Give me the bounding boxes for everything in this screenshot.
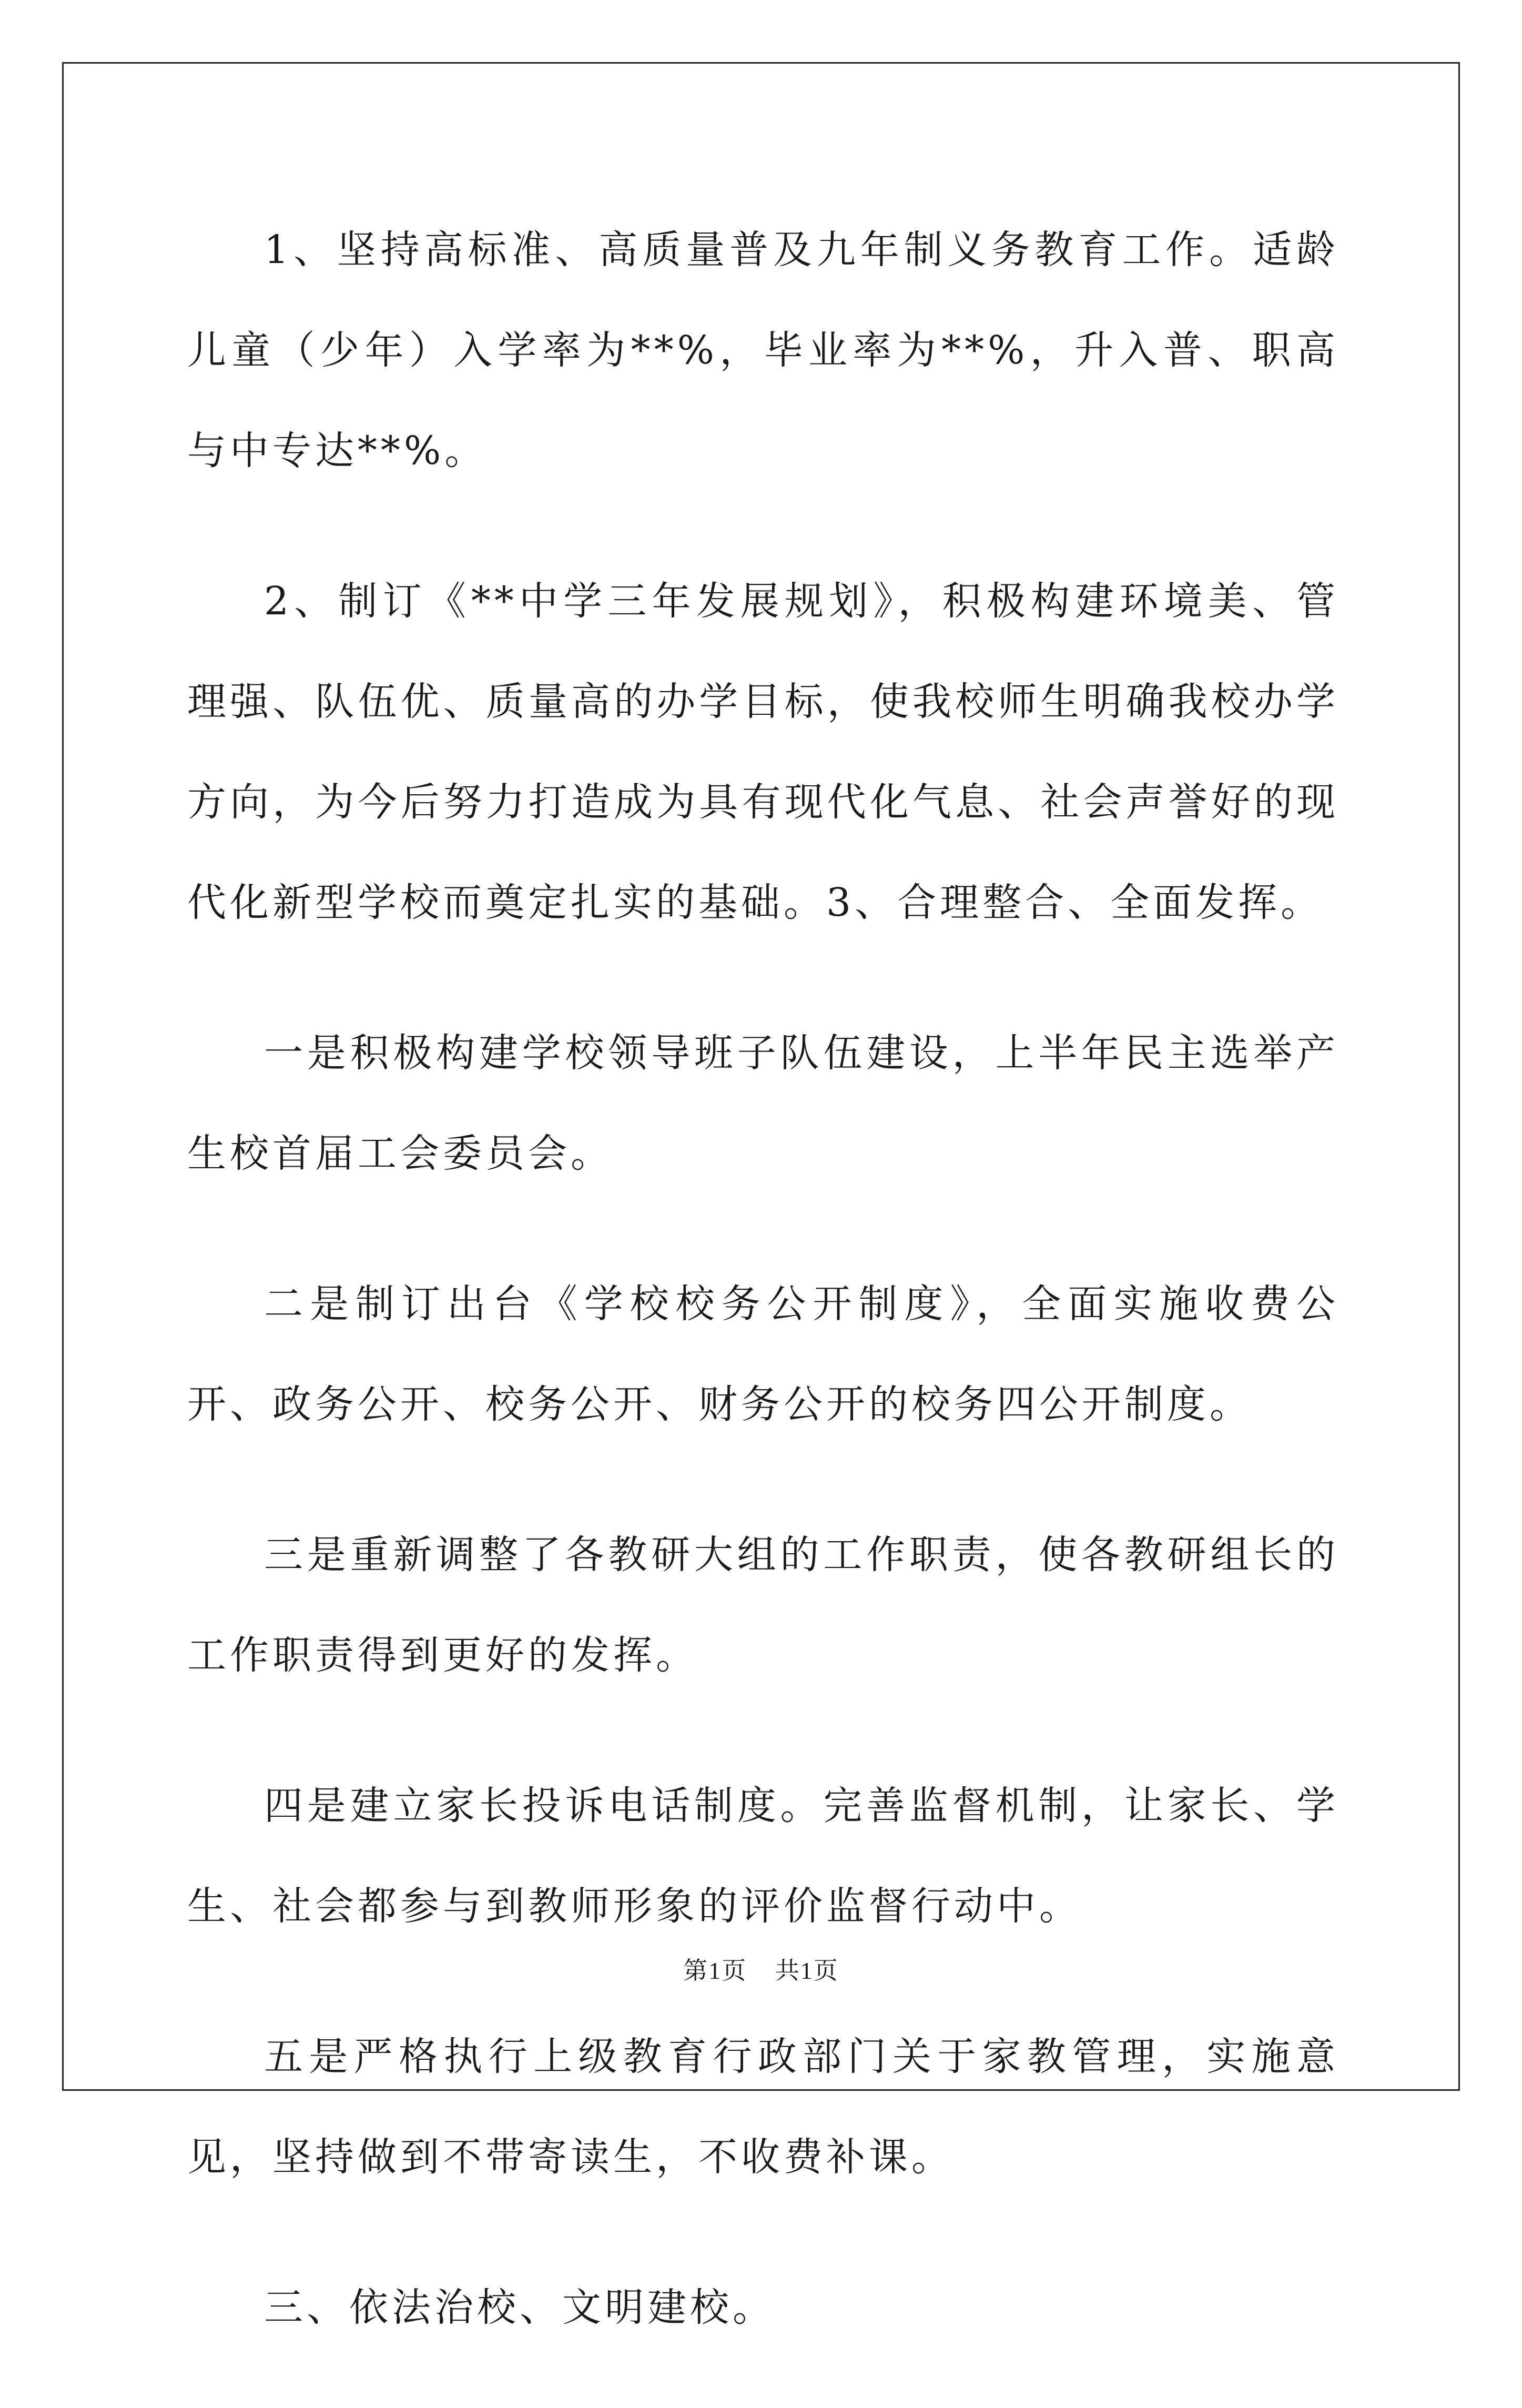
paragraph-5: 三是重新调整了各教研大组的工作职责，使各教研组长的工作职责得到更好的发挥。	[187, 1532, 1339, 1678]
page-total: 共1页	[775, 1957, 839, 1984]
paragraph-6: 四是建立家长投诉电话制度。完善监督机制，让家长、学生、社会都参与到教师形象的评价监督行动中。	[187, 1783, 1339, 1929]
document-body	[187, 200, 1339, 2408]
page-number: 第1页	[683, 1957, 747, 1984]
paragraph-4: 二是制订出台《学校校务公开制度》，全面实施收费公开、政务公开、校务公开、财务公开的校务四公开制度。	[187, 1281, 1339, 1427]
paragraph-1: 1、坚持高标准、高质量普及九年制义务教育工作。适龄儿童（少年）入学率为**%，毕业率为**%，升入普、职高与中专达**%。	[187, 227, 1339, 473]
paragraph-2: 2、制订《**中学三年发展规划》，积极构建环境美、管理强、队伍优、质量高的办学目标，使我校师生明确我校办学方向，为今后努力打造成为具有现代化气息、社会声誉好的现代化新型学校而奠定扎实的基础。3、合理整合、全面发挥。	[187, 579, 1339, 925]
paragraph-3: 一是积极构建学校领导班子队伍建设，上半年民主选举产生校首届工会委员会。	[187, 1030, 1339, 1176]
paragraph-7: 五是严格执行上级教育行政部门关于家教管理，实施意见，坚持做到不带寄读生，不收费补课。	[187, 2034, 1339, 2180]
paragraph-8: 三、依法治校、文明建校。	[264, 2285, 775, 2330]
page-footer	[0, 1951, 1522, 1986]
